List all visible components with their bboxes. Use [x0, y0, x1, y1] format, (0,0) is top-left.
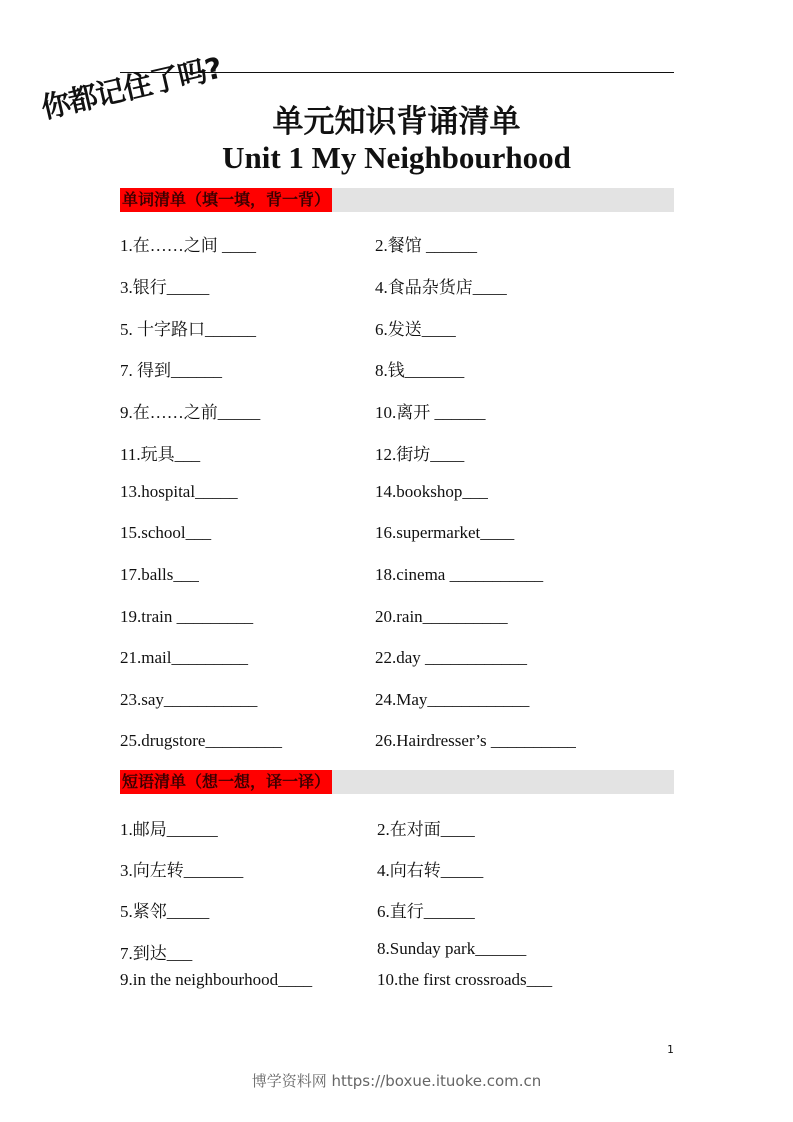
- word-item: 12.街坊____: [375, 445, 465, 464]
- phrase-item: 5.紧邻_____: [120, 902, 210, 921]
- word-item: 16.supermarket____: [375, 523, 515, 542]
- word-item: 4.食品杂货店____: [375, 278, 507, 297]
- word-item: 7. 得到______: [120, 361, 222, 380]
- word-item: 10.离开 ______: [375, 403, 486, 422]
- page-title-cn-text: 单元知识背诵清单: [272, 104, 521, 139]
- word-item: 21.mail_________: [120, 648, 248, 667]
- word-item: 19.train _________: [120, 607, 254, 626]
- phrase-item: 1.邮局______: [120, 820, 218, 839]
- word-item: 17.balls___: [120, 565, 199, 584]
- phrase-item: 4.向右转_____: [377, 861, 484, 880]
- word-item: 22.day ____________: [375, 648, 528, 667]
- word-item: 24.May____________: [375, 690, 530, 709]
- phrase-item: 9.in the neighbourhood____: [120, 970, 313, 989]
- word-item: 6.发送____: [375, 320, 456, 339]
- words-section-header: [120, 188, 674, 212]
- word-item: 1.在……之间 ____: [120, 236, 256, 255]
- phrase-item: 2.在对面____: [377, 820, 475, 839]
- word-item: 14.bookshop___: [375, 482, 488, 501]
- word-item: 2.餐馆 ______: [375, 236, 477, 255]
- word-item: 25.drugstore_________: [120, 731, 282, 750]
- phrases-section-header: [120, 770, 674, 794]
- phrases-section-label: 短语清单（想一想，译一译）: [120, 770, 332, 794]
- words-section-label: 单词清单（填一填，背一背）: [120, 188, 332, 212]
- phrase-item: 6.直行______: [377, 902, 475, 921]
- word-item: 13.hospital_____: [120, 482, 238, 501]
- word-item: 15.school___: [120, 523, 212, 542]
- word-item: 9.在……之前_____: [120, 403, 261, 422]
- reminder-sticker: 你都记住了吗?: [37, 50, 225, 126]
- watermark: 博学资料网 https://boxue.ituoke.com.cn: [251, 1072, 542, 1090]
- phrase-item: 10.the first crossroads___: [377, 970, 553, 989]
- phrase-item: 8.Sunday park______: [377, 939, 527, 958]
- word-item: 20.rain__________: [375, 607, 508, 626]
- word-item: 26.Hairdresser’s __________: [375, 731, 576, 750]
- word-item: 23.say___________: [120, 690, 258, 709]
- word-item: 3.银行_____: [120, 278, 210, 297]
- word-item: 8.钱_______: [375, 361, 465, 380]
- page-title-cn: [0, 96, 793, 141]
- word-item: 11.玩具___: [120, 445, 201, 464]
- page-number: 1: [667, 1043, 674, 1056]
- phrase-item: 7.到达___: [120, 944, 193, 963]
- word-item: 18.cinema ___________: [375, 565, 544, 584]
- page-title-en: Unit 1 My Neighbourhood: [222, 140, 571, 175]
- phrase-item: 3.向左转_______: [120, 861, 244, 880]
- word-item: 5. 十字路口______: [120, 320, 256, 339]
